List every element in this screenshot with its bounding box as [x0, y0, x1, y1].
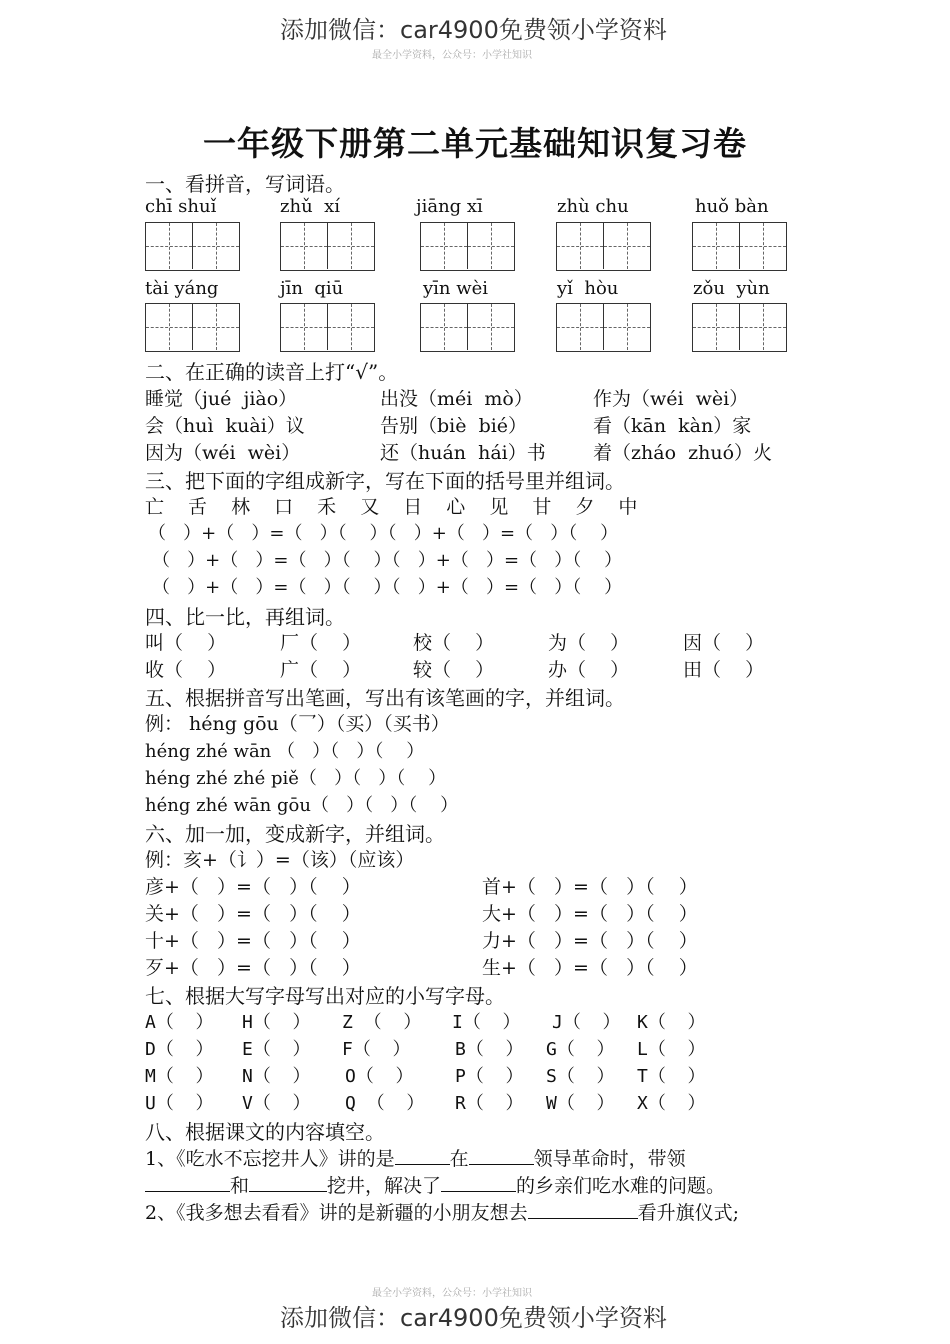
add-row[interactable]: 关+（ ）=（ ）（ ）	[145, 903, 361, 925]
fill-text: 挖井，解决了	[327, 1175, 442, 1197]
fill-blank[interactable]	[395, 1146, 450, 1165]
compare-item[interactable]: 广（ ）	[280, 659, 362, 681]
stroke-row[interactable]: héng zhé wān gōu（ ）（ ）（ ）	[145, 795, 459, 816]
add-row[interactable]: 首+（ ）=（ ）（ ）	[482, 876, 698, 898]
letter-item[interactable]: K（ ）	[637, 1012, 706, 1033]
letter-item[interactable]: B（ ）	[455, 1039, 524, 1060]
letter-item[interactable]: E（ ）	[242, 1039, 311, 1060]
compare-item[interactable]: 厂（ ）	[280, 632, 362, 654]
compare-item[interactable]: 办（ ）	[548, 659, 630, 681]
compare-item[interactable]: 为（ ）	[548, 632, 630, 654]
section-3-heading: 三、把下面的字组成新字，写在下面的括号里并组词。	[145, 469, 625, 493]
writing-grid[interactable]	[145, 222, 240, 271]
fill-line	[145, 1171, 725, 1198]
writing-grid[interactable]	[145, 303, 240, 352]
pinyin-label: zǒu yùn	[693, 278, 770, 299]
letter-item[interactable]: V（ ）	[242, 1093, 311, 1114]
section-8-heading: 八、根据课文的内容填空。	[145, 1120, 385, 1144]
page-title: 一年级下册第二单元基础知识复习卷	[203, 124, 747, 163]
fill-text: 领导革命时，带领	[533, 1148, 686, 1170]
pinyin-label: tài yáng	[145, 278, 219, 299]
pinyin-label: huǒ bàn	[695, 196, 769, 217]
writing-grid[interactable]	[556, 222, 651, 271]
fill-text: 1、《吃水不忘挖井人》讲的是	[145, 1148, 395, 1170]
fill-blank[interactable]	[469, 1146, 534, 1165]
section-4-heading: 四、比一比，再组词。	[145, 605, 345, 629]
section-5-heading: 五、根据拼音写出笔画，写出有该笔画的字，并组词。	[145, 686, 625, 710]
letter-item[interactable]: X（ ）	[637, 1093, 706, 1114]
section-7-heading: 七、根据大写字母写出对应的小写字母。	[145, 984, 505, 1008]
fill-blank[interactable]	[249, 1173, 327, 1192]
letter-item[interactable]: S（ ）	[546, 1066, 615, 1087]
letter-item[interactable]: J（ ）	[552, 1012, 621, 1033]
letter-item[interactable]: F（ ）	[342, 1039, 411, 1060]
compose-row[interactable]: （ ）+（ ）=（ ）（ ）（ ）+（ ）=（ ）（ ）	[152, 550, 623, 571]
pinyin-label: chī shuǐ	[145, 196, 217, 217]
fill-text: 看升旗仪式;	[637, 1202, 739, 1224]
letter-item[interactable]: Q （ ）	[345, 1093, 425, 1114]
compare-item[interactable]: 田（ ）	[683, 659, 765, 681]
letter-item[interactable]: P（ ）	[455, 1066, 524, 1087]
fill-blank[interactable]	[441, 1173, 516, 1192]
reading-choice[interactable]: 作为（wéi wèi）	[593, 388, 749, 410]
add-row[interactable]: 力+（ ）=（ ）（ ）	[482, 930, 698, 952]
letter-item[interactable]: T（ ）	[637, 1066, 706, 1087]
reading-choice[interactable]: 因为（wéi wèi）	[145, 442, 301, 464]
letter-item[interactable]: H（ ）	[242, 1012, 311, 1033]
letter-item[interactable]: O（ ）	[345, 1066, 414, 1087]
writing-grid[interactable]	[692, 222, 787, 271]
stroke-row[interactable]: héng zhé wān （ ）（ ）（ ）	[145, 741, 425, 762]
writing-grid[interactable]	[420, 222, 515, 271]
compose-row[interactable]: （ ）+（ ）=（ ）（ ）（ ）+（ ）=（ ）（ ）	[148, 523, 619, 544]
pinyin-label: jīn qiū	[280, 278, 344, 299]
watermark-top-sub: 最全小学资料，公众号：小学社知识	[372, 50, 532, 61]
section-1-heading: 一、看拼音，写词语。	[145, 172, 345, 196]
writing-grid[interactable]	[280, 222, 375, 271]
compare-item[interactable]: 校（ ）	[413, 632, 495, 654]
letter-item[interactable]: L（ ）	[637, 1039, 706, 1060]
fill-blank[interactable]	[145, 1173, 230, 1192]
letter-item[interactable]: G（ ）	[546, 1039, 615, 1060]
watermark-top: 添加微信：car4900免费领小学资料	[280, 16, 667, 44]
reading-choice[interactable]: 看（kān kàn）家	[593, 415, 752, 437]
stroke-example: 例： héng gōu（乛）（买）（买书）	[145, 713, 450, 735]
writing-grid[interactable]	[556, 303, 651, 352]
pinyin-label: zhǔ xí	[280, 196, 341, 217]
compare-item[interactable]: 因（ ）	[683, 632, 765, 654]
letter-item[interactable]: M（ ）	[145, 1066, 214, 1087]
compose-row[interactable]: （ ）+（ ）=（ ）（ ）（ ）+（ ）=（ ）（ ）	[152, 577, 623, 598]
section-6-heading: 六、加一加，变成新字，并组词。	[145, 822, 445, 846]
letter-item[interactable]: D（ ）	[145, 1039, 214, 1060]
section-2-heading: 二、在正确的读音上打“√”。	[145, 360, 399, 384]
pinyin-label: zhù chu	[557, 196, 629, 217]
compare-item[interactable]: 收（ ）	[145, 659, 227, 681]
pinyin-label: yǐ hòu	[557, 278, 619, 299]
stroke-row[interactable]: héng zhé zhé piě（ ）（ ）（ ）	[145, 768, 447, 789]
writing-grid[interactable]	[420, 303, 515, 352]
letter-item[interactable]: N（ ）	[242, 1066, 311, 1087]
watermark-bottom-sub: 最全小学资料，公众号：小学社知识	[372, 1288, 532, 1299]
component-characters: 亡 舌 林 口 禾 又 日 心 见 甘 夕 中	[145, 496, 647, 518]
letter-item[interactable]: I（ ）	[452, 1012, 521, 1033]
writing-grid[interactable]	[280, 303, 375, 352]
fill-blank[interactable]	[528, 1200, 638, 1219]
compare-item[interactable]: 叫（ ）	[145, 632, 227, 654]
reading-choice[interactable]: 睡觉（jué jiào）	[145, 388, 298, 410]
fill-line	[145, 1144, 686, 1171]
reading-choice[interactable]: 会（huì kuài）议	[145, 415, 305, 437]
reading-choice[interactable]: 还（huán hái）书	[380, 442, 546, 464]
add-row[interactable]: 彦+（ ）=（ ）（ ）	[145, 876, 361, 898]
fill-text: 的乡亲们吃水难的问题。	[516, 1175, 726, 1197]
reading-choice[interactable]: 出没（méi mò）	[380, 388, 533, 410]
letter-item[interactable]: A（ ）	[145, 1012, 214, 1033]
letter-item[interactable]: Z （ ）	[342, 1012, 422, 1033]
pinyin-label: jiāng xī	[416, 196, 483, 217]
writing-grid[interactable]	[692, 303, 787, 352]
add-row[interactable]: 生+（ ）=（ ）（ ）	[482, 957, 698, 979]
reading-choice[interactable]: 告别（biè bié）	[380, 415, 528, 437]
letter-item[interactable]: R（ ）	[455, 1093, 524, 1114]
add-example: 例：亥+（讠）=（该）（应该）	[145, 849, 415, 871]
reading-choice[interactable]: 着（zháo zhuó）火	[593, 442, 773, 464]
watermark-bottom: 添加微信：car4900免费领小学资料	[280, 1304, 667, 1332]
fill-text: 在	[449, 1148, 469, 1170]
add-row[interactable]: 歹+（ ）=（ ）（ ）	[145, 957, 361, 979]
fill-line	[145, 1198, 739, 1225]
pinyin-label: yīn wèi	[423, 278, 489, 299]
letter-item[interactable]: U（ ）	[145, 1093, 214, 1114]
add-row[interactable]: 大+（ ）=（ ）（ ）	[482, 903, 698, 925]
add-row[interactable]: 十+（ ）=（ ）（ ）	[145, 930, 361, 952]
letter-item[interactable]: W（ ）	[546, 1093, 615, 1114]
compare-item[interactable]: 较（ ）	[413, 659, 495, 681]
fill-text: 和	[230, 1175, 250, 1197]
fill-text: 2、《我多想去看看》讲的是新疆的小朋友想去	[145, 1202, 528, 1224]
